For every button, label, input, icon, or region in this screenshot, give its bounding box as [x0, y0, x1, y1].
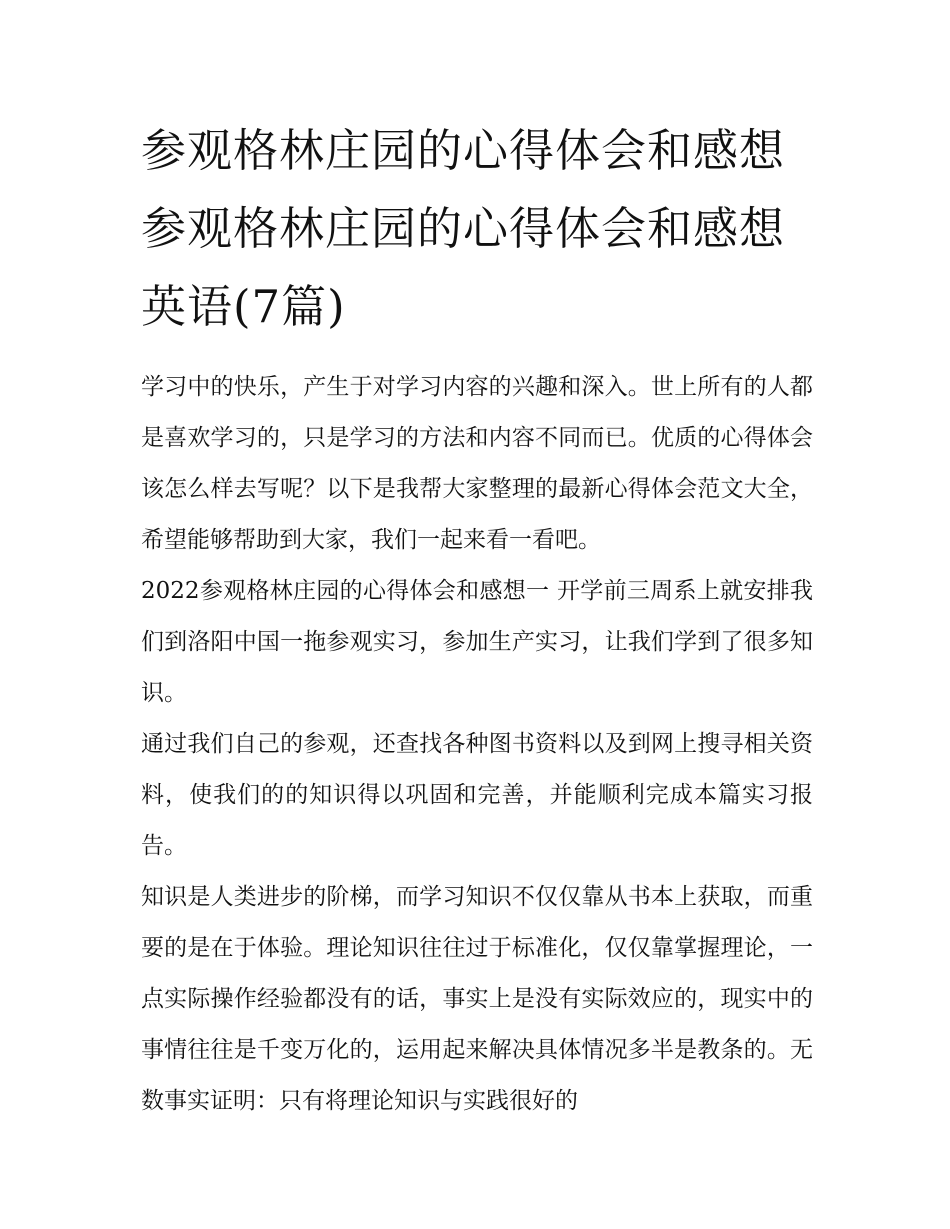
document-title: 参观格林庄园的心得体会和感想 参观格林庄园的心得体会和感想英语(7篇) [141, 124, 786, 333]
paragraph-3: 知识是人类进步的阶梯，而学习知识不仅仅靠从书本上获取，而重要的是在于体验。理论知识往往过于标准化，仅仅靠掌握理论，一点实际操作经验都没有的话，事实上是没有实际效应的，现实中的事情往往是千变万化的，运用起来解决具体情况多半是教条的。无数事实证明：只有将理论知识与实践很好的 [141, 884, 813, 1114]
document-page [141, 112, 813, 1127]
paragraph-2: 通过我们自己的参观，还查找各种图书资料以及到网上搜寻相关资料，使我们的的知识得以巩固和完善，并能顺利完成本篇实习报告。 [141, 731, 813, 859]
paragraph-intro: 学习中的快乐，产生于对学习内容的兴趣和深入。世上所有的人都是喜欢学习的，只是学习的方法和内容不同而已。优质的心得体会该怎么样去写呢？以下是我帮大家整理的最新心得体会范文大全，希望能够帮助到大家，我们一起来看一看吧。 [141, 374, 813, 553]
paragraph-1: 2022参观格林庄园的心得体会和感想一 开学前三周系上就安排我们到洛阳中国一拖参观实习，参加生产实习，让我们学到了很多知识。 [141, 578, 813, 706]
